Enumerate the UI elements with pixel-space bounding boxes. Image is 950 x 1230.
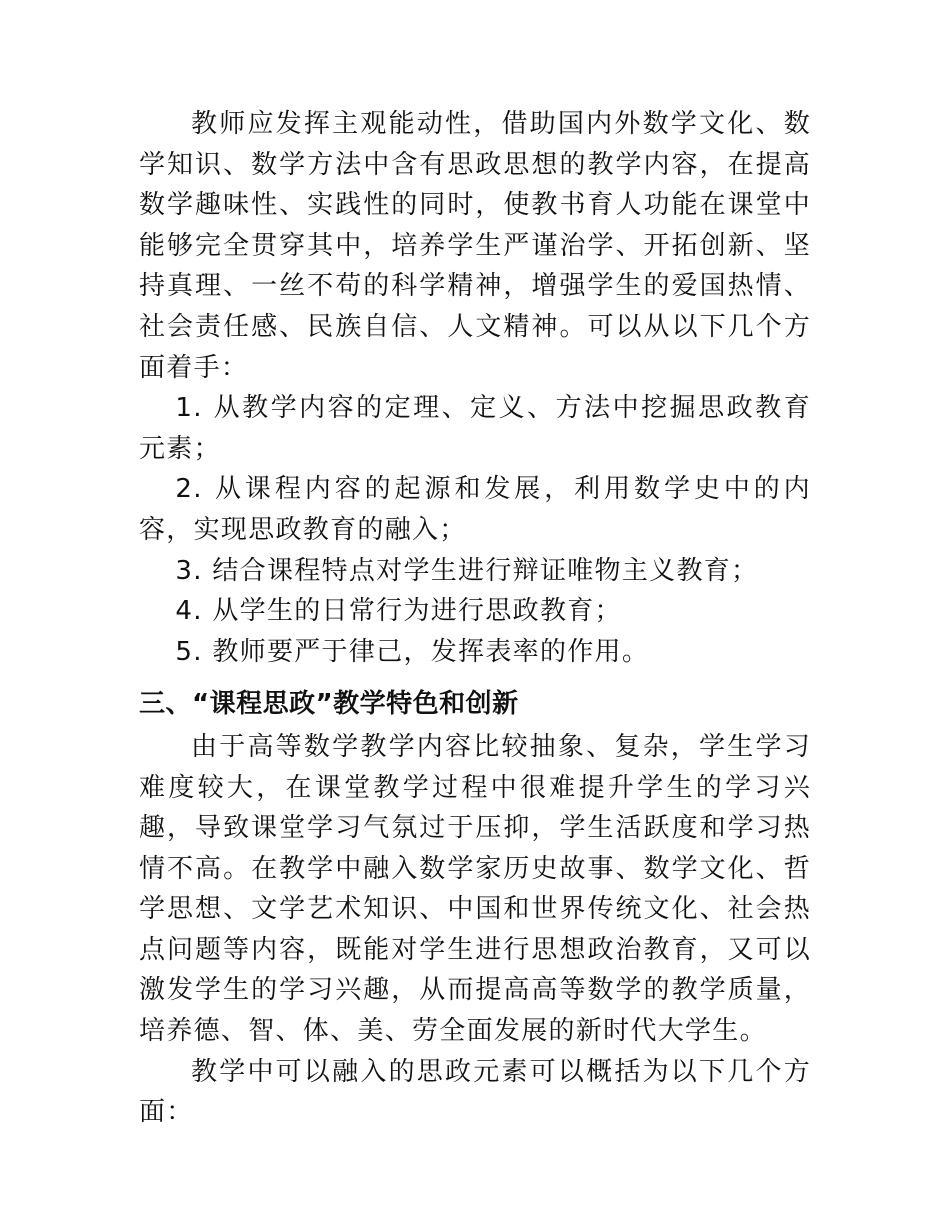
list-item-1: 1. 从教学内容的定理、定义、方法中挖掘思政教育元素； <box>139 393 811 464</box>
section-paragraph-2: 教学中可以融入的思政元素可以概括为以下几个方面： <box>139 1056 811 1128</box>
intro-paragraph: 教师应发挥主观能动性，借助国内外数学文化、数学知识、数学方法中含有思政思想的教学内容，在提高数学趣味性、实践性的同时，使教书育人功能在课堂中能够完全贯穿其中，培养学生严谨治学、开拓创新、坚持真理、一丝不苟的科学精神，增强学生的爱国热情、社会责任感、民族自信、人文精神。可以从以下几个方面着手： <box>139 109 811 383</box>
section-paragraph-1: 由于高等数学教学内容比较抽象、复杂，学生学习难度较大，在课堂教学过程中很难提升学生的学习兴趣，导致课堂学习气氛过于压抑，学生活跃度和学习热情不高。在教学中融入数学家历史故事、数学文化、哲学思想、文学艺术知识、中国和世界传统文化、社会热点问题等内容，既能对学生进行思想政治教育，又可以激发学生的学习兴趣，从而提高高等数学的教学质量，培养德、智、体、美、劳全面发展的新时代大学生。 <box>139 731 811 1047</box>
list-item-4: 4. 从学生的日常行为进行思政教育； <box>175 596 622 627</box>
section-heading: 三、“课程思政”教学特色和创新 <box>139 689 519 720</box>
list-item-5: 5. 教师要严于律己，发挥表率的作用。 <box>175 636 650 667</box>
document-page <box>139 104 811 1133</box>
list-item-2: 2. 从课程内容的起源和发展，利用数学史中的内容，实现思政教育的融入； <box>139 474 811 545</box>
list-item-3: 3. 结合课程特点对学生进行辩证唯物主义教育； <box>175 555 759 586</box>
